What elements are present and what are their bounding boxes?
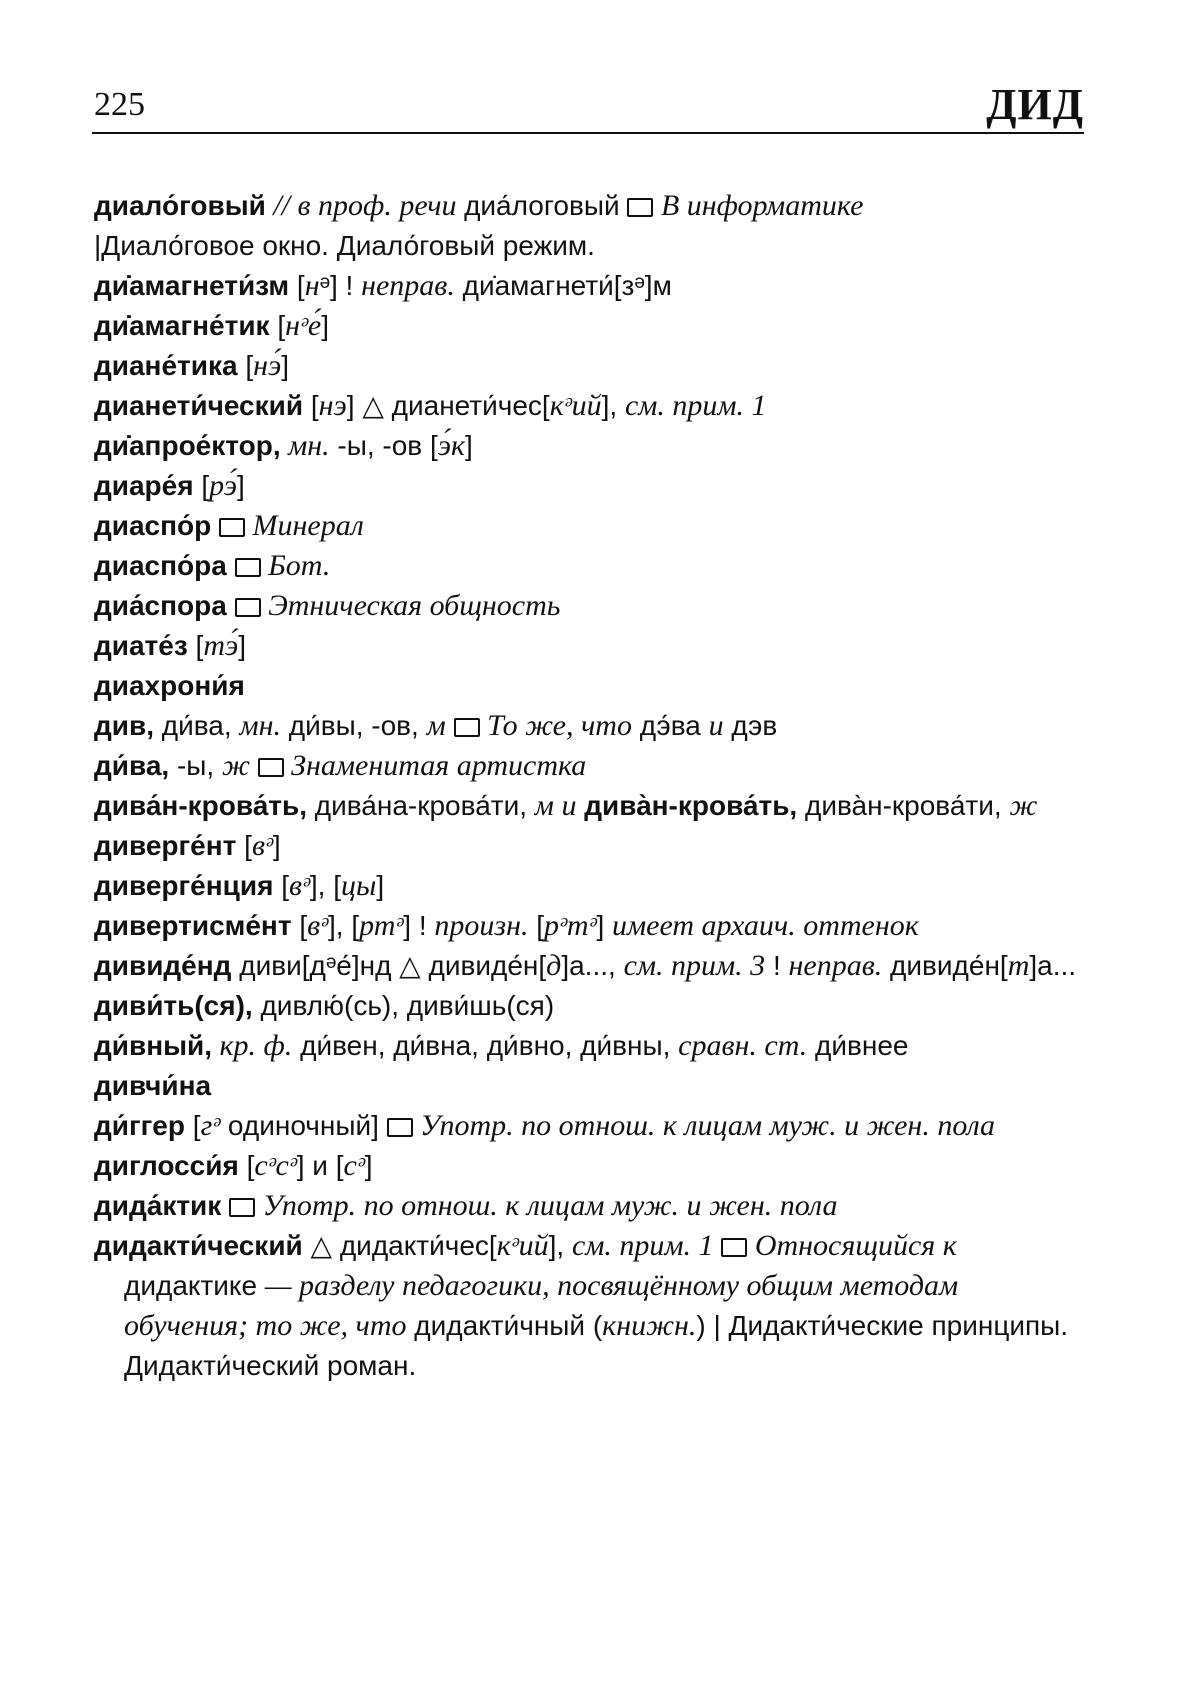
entry-text: [ [273,870,289,901]
entry-text: ди̇амагнети́[з [454,270,635,301]
italic-note: сравн. ст. [678,1029,808,1062]
italic-note: рэ́ [209,469,237,502]
page-number: 225 [94,86,145,123]
italic-note: кр. ф. [212,1029,293,1062]
italic-note: нᵊе́ [285,309,322,342]
headword: ди̇апрое́ктор, [94,430,281,461]
headword: диаспо́р [94,510,212,541]
entry-text: ] и [ [296,1150,344,1181]
definition-box-icon [229,1198,255,1217]
entry-text: дивиде́н[ [882,950,1008,981]
italic-note: В информатике [653,189,864,222]
dictionary-entry [94,1106,1084,1146]
dictionary-entry [94,986,1084,1026]
entry-text: диа́логовый [464,190,628,221]
entry-text: ] ! [403,910,435,941]
dictionary-entry [94,946,1084,986]
dictionary-entry [94,706,1084,746]
dictionary-entry [94,1146,1084,1186]
italic-note: вᵊ [288,869,310,902]
entry-text: ] [321,310,329,341]
italic-note: э́к [437,429,466,462]
italic-note: ж [1009,789,1038,822]
headword: диате́з [94,630,188,661]
italic-note: нэ́ [253,349,282,382]
dictionary-entry [94,866,1084,906]
entry-text [211,510,219,541]
dictionary-entry [94,426,1084,466]
entry-text: ] [238,630,247,661]
dictionary-entry [94,266,1084,306]
dictionary-entry [94,346,1084,386]
definition-box-icon [721,1238,747,1257]
italic-note: Употр. по отнош. к лицам муж. и жен. пола [412,1109,996,1142]
entry-text: ]а..., [561,950,624,981]
entry-text: ]а... [1029,950,1077,981]
italic-note: т [1007,949,1030,982]
entry-text: дэв [723,710,778,741]
entry-text: [ [528,910,545,941]
entry-text: ] [376,870,385,901]
entry-text [714,1230,722,1261]
entry-text: дэ́ва [631,710,709,741]
italic-note: ртᵊ [359,909,404,942]
italic-note: рᵊтᵊ [544,909,597,942]
entry-text: |Диало́говое окно. Диало́говый режим. [94,230,595,261]
dictionary-entry [94,546,1084,586]
italic-note: см. прим. 1 [571,1229,714,1262]
entry-text: дивлю́(сь), диви́шь(ся) [252,990,555,1021]
dictionary-entry [94,1186,1084,1226]
running-head: ДИД [986,80,1084,129]
entry-text: дидакти́чный ( [406,1310,603,1341]
italic-note: — разделу педагогики, посвящённому общим методам обучения; то же, что [124,1269,966,1342]
italic-note: д [546,949,562,982]
entry-text: ди́внее [807,1030,909,1061]
entry-text [446,710,454,741]
entry-text: [ [193,470,210,501]
headword: диахрони́я [94,670,245,701]
italic-note: Этническая общность [260,589,561,622]
entry-text: дива̀н-крова́ти, [797,790,1010,821]
entry-text: одиночный] [220,1110,387,1141]
italic-note: имеет архаич. оттенок [612,909,919,942]
headword: ди́вный, [94,1030,213,1061]
italic-note: сᵊсᵊ [254,1149,297,1182]
dictionary-entry [94,746,1084,786]
entry-text: ! [765,950,789,981]
entry-text: [ [236,830,252,861]
headword: див, [94,710,154,741]
dictionary-entry [94,306,1084,346]
entry-text: ди́вы, -ов, [280,710,427,741]
headword: ди̇амагнети́зм [94,270,290,301]
italic-note: вᵊ [251,829,273,862]
entry-text: ] [364,1150,373,1181]
dictionary-entry [94,666,1084,706]
page-header [92,70,1084,134]
headword: ди́ггер [94,1110,185,1141]
italic-note: Минерал [245,509,364,542]
italic-note: кᵊий [549,389,602,422]
dictionary-entry [94,386,1084,426]
dictionary-entry [94,1026,1084,1066]
italic-note: То же, что [479,709,632,742]
entry-text: [ [238,1150,255,1181]
entry-text: ди́ва, [153,710,240,741]
headword: ди̇амагне́тик [94,310,270,341]
headword: диглосси́я [94,1150,239,1181]
headword: дивиде́нд [94,950,232,981]
entry-text: △ дидакти́чес[ [302,1230,497,1261]
entry-text: ᵊ] ! [319,270,362,301]
italic-note: мн. [280,429,330,462]
entry-text: [ [185,1110,201,1141]
entry-text: ] [596,910,613,941]
italic-note: н [304,269,320,302]
entry-text: ди́вен, ди́вна, ди́вно, ди́вны, [292,1030,679,1061]
headword: дивертисме́нт [94,910,292,941]
entry-text: [ [187,630,204,661]
dictionary-entry [94,466,1084,506]
italic-note: // в проф. речи [265,189,465,222]
headword: дива̀н-крова́ть, [576,790,798,821]
italic-note: Бот. [260,549,331,582]
entry-text: диви[дᵊе́]нд △ дивиде́н[ [231,950,547,981]
italic-note: и [708,709,724,742]
headword: диа́спора [94,590,227,621]
dictionary-entry [94,626,1084,666]
italic-note: Знаменитая артистка [283,749,587,782]
headword: дида́ктик [94,1190,222,1221]
entry-text: ] [465,430,473,461]
headword: диаре́я [94,470,194,501]
entry-text: [ [237,350,254,381]
entry-text [227,590,235,621]
entry-text: [ [303,390,319,421]
entry-text: [ [269,310,286,341]
entry-text: [ [291,910,308,941]
headword: дидакти́ческий [94,1230,303,1261]
entry-text: -ы, [169,750,222,781]
dictionary-entry [94,786,1084,826]
dictionary-entry [94,1226,1084,1386]
entry-text: -ы, -ов [ [329,430,438,461]
italic-note: тэ́ [203,629,239,662]
headword: диало́говый [94,190,266,221]
entry-text [221,1190,229,1221]
headword: дианети́ческий [94,390,304,421]
italic-note: произн. [434,909,529,942]
definition-box-icon [454,718,480,737]
entry-text: ᵊ]м [634,270,672,301]
headword: диверге́нт [94,830,237,861]
headword: диви́ть(ся), [94,990,253,1021]
headword: диаспо́ра [94,550,227,581]
entry-text: дидактике [124,1230,965,1301]
entry-text: ] △ дианети́чес[ [346,390,550,421]
italic-note: Употр. по отнош. к лицам муж. и жен. пола [255,1189,838,1222]
italic-note: цы [341,869,377,902]
headword: дива́н-крова́ть, [94,790,307,821]
definition-box-icon [235,598,261,617]
definition-box-icon [258,758,284,777]
dictionary-entry [94,586,1084,626]
italic-note: книжн. [602,1309,697,1342]
entry-text: ) | Дидакти́ческие принципы. Дидакти́ческий роман. [124,1310,1076,1381]
italic-note: см. прим. 3 [623,949,766,982]
definition-box-icon [627,198,653,217]
entry-text: ], [548,1230,572,1261]
definition-box-icon [219,518,245,537]
dictionary-entry [94,226,1084,266]
entry-text: дива́на-крова́ти, [306,790,535,821]
italic-note: м и [534,789,577,822]
italic-note: мн. [239,709,281,742]
entry-text: ], [ [309,870,341,901]
italic-note: кᵊий [496,1229,549,1262]
headword: диверге́нция [94,870,274,901]
italic-note: м [426,709,446,742]
italic-note: неправ. [788,949,883,982]
entry-text: ] [272,830,281,861]
italic-note: ж [221,749,250,782]
italic-note: см. прим. 1 [624,389,767,422]
entry-text: ], [601,390,625,421]
italic-note: гᵊ [200,1109,221,1142]
headword: ди́ва, [94,750,170,781]
entry-text [250,750,258,781]
dictionary-entry [94,506,1084,546]
italic-note: неправ. [361,269,455,302]
dictionary-entry [94,906,1084,946]
italic-note: вᵊ [307,909,328,942]
entry-text: [ [289,270,305,301]
entry-text: ] [281,350,290,381]
headword: диане́тика [94,350,238,381]
entry-text: ], [ [328,910,360,941]
italic-note: сᵊ [343,1149,365,1182]
italic-note: Относящийся к [747,1229,957,1262]
dictionary-entries [94,186,1084,1386]
definition-box-icon [387,1118,413,1137]
definition-box-icon [235,558,261,577]
headword: дивчи́на [94,1070,212,1101]
entry-text: ] [236,470,245,501]
dictionary-entry [94,1066,1084,1106]
italic-note: нэ [318,389,347,422]
entry-text [227,550,235,581]
dictionary-entry [94,186,1084,226]
dictionary-entry [94,826,1084,866]
